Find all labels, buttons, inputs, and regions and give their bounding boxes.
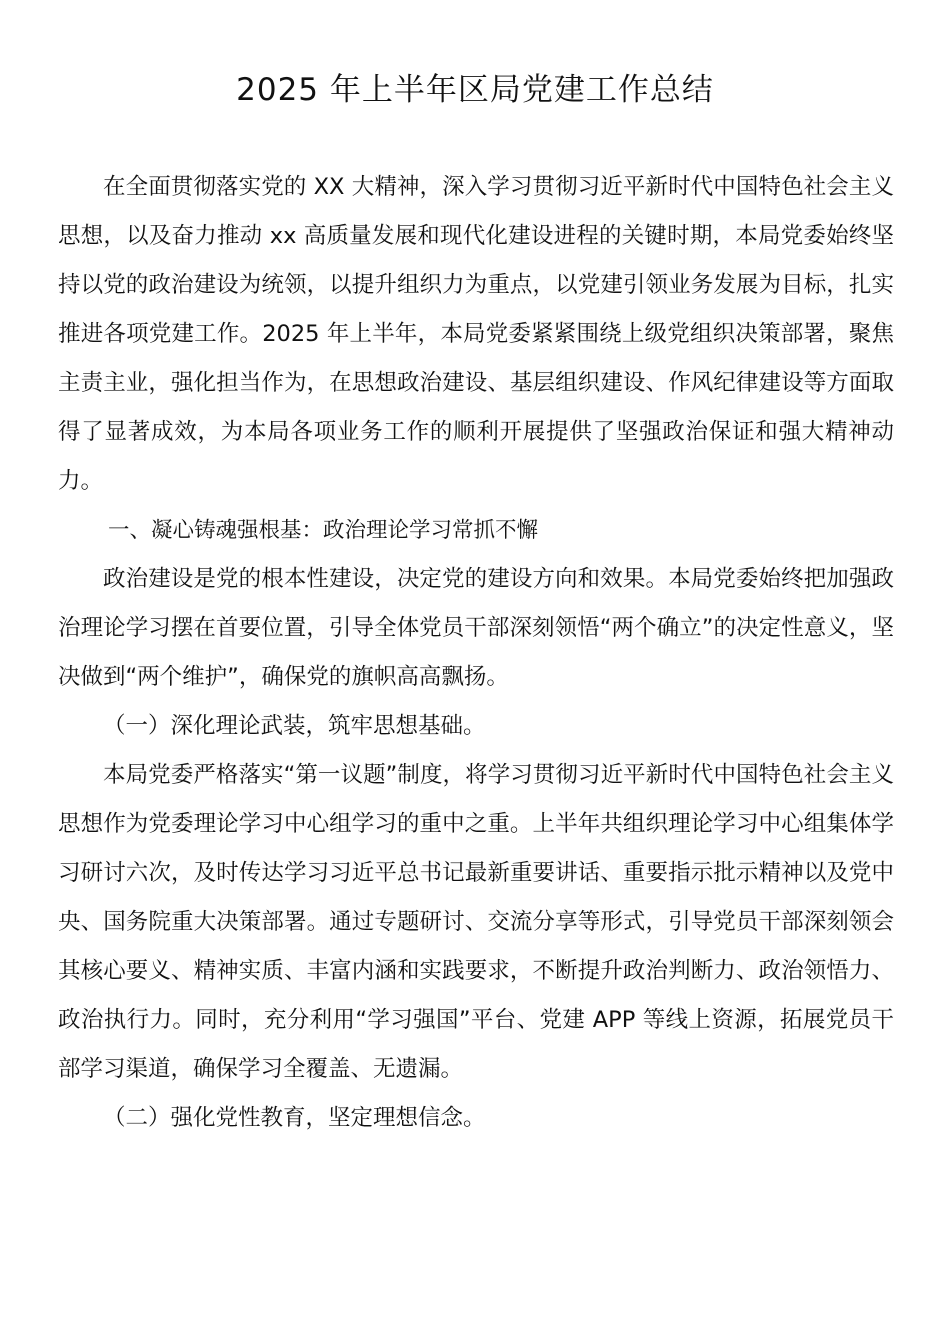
intro-paragraph: 在全面贯彻落实党的 XX 大精神，深入学习贯彻习近平新时代中国特色社会主义思想，以及奋力推动 xx 高质量发展和现代化建设进程的关键时期，本局党委始终坚持以党的政治建设为统领，以提升组织力为重点，以党建引领业务发展为目标，扎实推进各项党建工作。2025 年上半年，本局党委紧紧围绕上级党组织决策部署，聚焦主责主业，强化担当作为，在思想政治建设、基层组织建设、作风纪律建设等方面取得了显著成效，为本局各项业务工作的顺利开展提供了坚强政治保证和强大精神动力。 xyxy=(58,174,894,494)
subsection-heading-2: （二）强化党性教育，坚定理想信念。 xyxy=(103,1105,486,1131)
section-1-paragraph: 政治建设是党的根本性建设，决定党的建设方向和效果。本局党委始终把加强政治理论学习摆在首要位置，引导全体党员干部深刻领悟“两个确立”的决定性意义，坚决做到“两个维护”，确保党的旗帜高高飘扬。 xyxy=(58,566,894,690)
document-body xyxy=(58,163,894,1143)
subsection-heading-1: （一）深化理论武装，筑牢思想基础。 xyxy=(103,713,486,739)
document-title: 2025 年上半年区局党建工作总结 xyxy=(236,72,714,108)
section-heading-1: 一、凝心铸魂强根基：政治理论学习常抓不懈 xyxy=(108,518,539,543)
subsection-1-paragraph: 本局党委严格落实“第一议题”制度，将学习贯彻习近平新时代中国特色社会主义思想作为党委理论学习中心组学习的重中之重。上半年共组织理论学习中心组集体学习研讨六次，及时传达学习习近平总书记最新重要讲话、重要指示批示精神以及党中央、国务院重大决策部署。通过专题研讨、交流分享等形式，引导党员干部深刻领会其核心要义、精神实质、丰富内涵和实践要求，不断提升政治判断力、政治领悟力、政治执行力。同时，充分利用“学习强国”平台、党建 APP 等线上资源，拓展党员干部学习渠道，确保学习全覆盖、无遗漏。 xyxy=(58,762,894,1082)
